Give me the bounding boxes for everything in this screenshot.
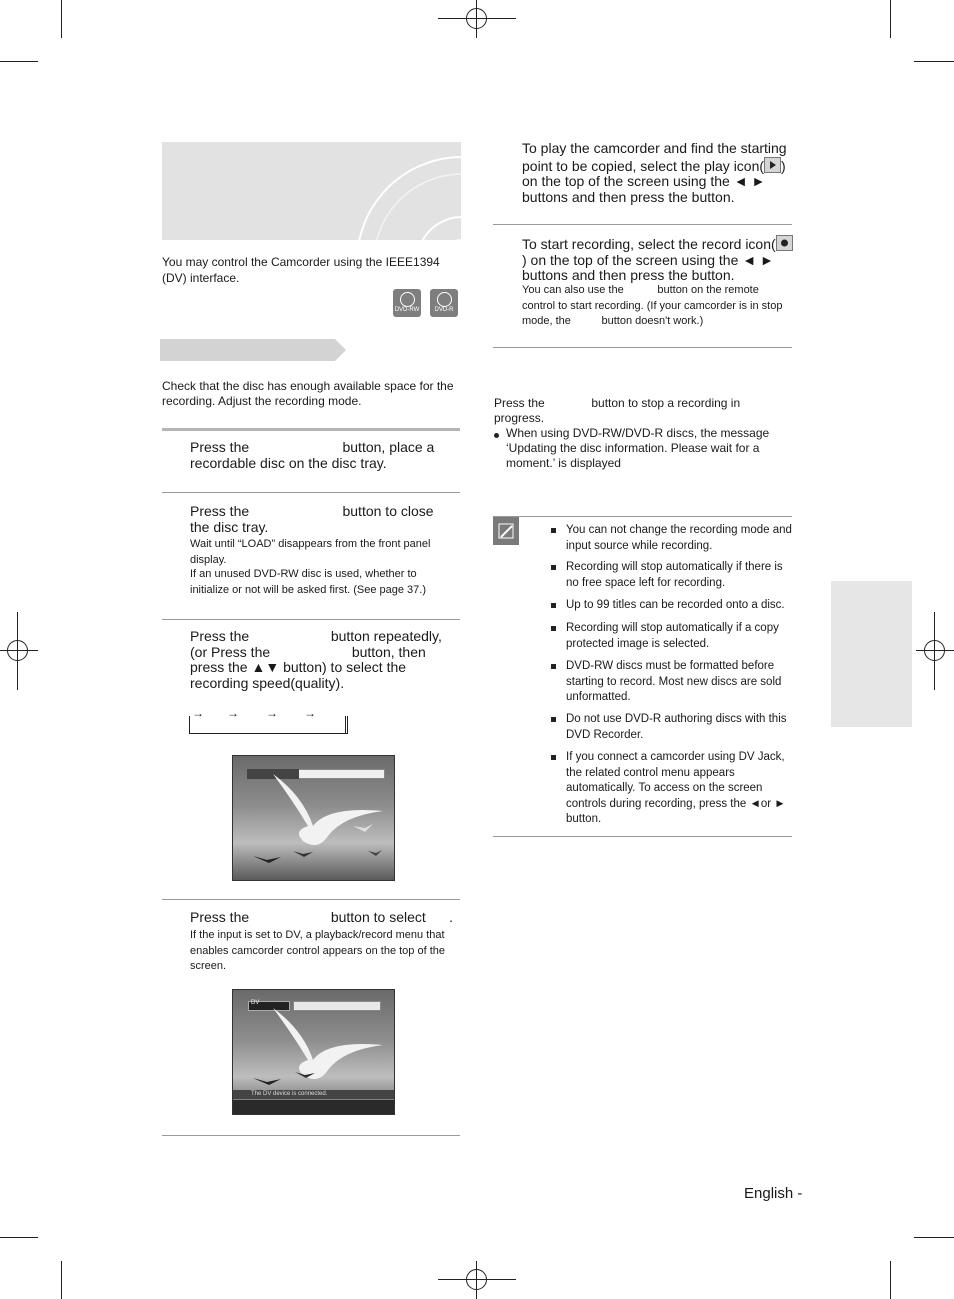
speed-flow-diagram <box>189 706 347 734</box>
step-2-text: Press the button to close the disc tray. <box>190 503 438 535</box>
note-bullet <box>551 664 556 669</box>
flow-arrow: → <box>266 706 278 720</box>
stop-text: Press the button to stop a recording in progress. <box>494 396 744 425</box>
flow-arrow: → <box>227 706 239 720</box>
divider <box>162 428 460 431</box>
tv-screen-dv-control <box>232 989 395 1115</box>
note-pencil-icon <box>493 517 519 545</box>
tv-screen-record-mode <box>232 755 395 881</box>
step-4-text: Press the button to select . <box>190 909 453 925</box>
intro-text: You may control the Camcorder using the IEEE1394 (DV) interface. <box>162 255 440 285</box>
disc-icon <box>437 292 452 307</box>
disc-icon <box>400 292 415 307</box>
step-3-text: Press the button repeatedly, (or Press the button, then press the ▲▼ button) to select the recording speed(quality). <box>190 628 446 691</box>
note-item: You can not change the recording mode and input source while recording. <box>566 524 792 552</box>
header-band <box>162 142 461 240</box>
divider <box>162 1135 460 1136</box>
nav-hint-bar <box>233 1100 394 1114</box>
status-bar <box>233 1090 394 1099</box>
note-bullet <box>551 717 556 722</box>
note-bullet <box>551 565 556 570</box>
step-4-sub: If the input is set to DV, a playback/record menu that enables camcorder control appears on the top of the screen. <box>190 929 445 972</box>
right-step-record-text-a: To start recording, select the record icon( <box>522 236 776 252</box>
step-2-sub1: Wait until “LOAD” disappears from the front panel display. <box>190 538 431 566</box>
right-step-play <box>522 141 788 205</box>
step-1-text: Press the button, place a recordable disc on the disc tray. <box>190 439 439 471</box>
right-step-play-text-a: To play the camcorder and find the starting point to be copied, select the play icon( <box>522 140 787 174</box>
note-item: Do not use DVD-R authoring discs with this DVD Recorder. <box>566 713 787 741</box>
page-footer: English - <box>744 1185 803 1202</box>
side-tab <box>831 581 912 727</box>
stop-bullet-text: When using DVD-RW/DVD-R discs, the message ‘Updating the disc information. Please wait for a moment.’ is displayed <box>506 426 770 470</box>
divider <box>493 516 792 517</box>
note-item: Recording will stop automatically if a copy protected image is selected. <box>566 622 779 650</box>
note-bullet <box>551 755 556 760</box>
right-step-record <box>522 235 794 284</box>
stop-bullet-dot <box>494 433 499 438</box>
divider <box>493 224 792 225</box>
flow-arrow: → <box>192 706 204 720</box>
divider <box>162 492 460 493</box>
note-bullet <box>551 603 556 608</box>
dvd-rw-badge <box>393 289 421 317</box>
note-item: DVD-RW discs must be formatted before starting to record. Most new discs are sold unformatted. <box>566 660 782 703</box>
record-icon <box>776 235 793 251</box>
divider <box>493 347 792 348</box>
right-step-record-sub: You can also use the button on the remote control to start recording. (If your camcorder is in stop mode, the button doesn't work.) <box>522 284 786 327</box>
status-text: The DV device is connected. <box>251 1091 328 1097</box>
divider <box>162 899 460 900</box>
seagull-image <box>233 756 394 880</box>
note-bullet <box>551 528 556 533</box>
right-step-record-text-b: ) on the top of the screen using the ◄ ► buttons and then press the button. <box>522 251 774 283</box>
section-arrow-banner <box>160 339 346 361</box>
divider <box>493 836 792 837</box>
flow-arrow: → <box>304 706 316 720</box>
step-2-sub2: If an unused DVD-RW disc is used, whether to initialize or not will be asked first. (See page 37.) <box>190 568 427 596</box>
note-item: Recording will stop automatically if there is no free space left for recording. <box>566 561 783 589</box>
note-bullet <box>551 626 556 631</box>
play-icon <box>764 157 781 173</box>
divider <box>162 619 460 620</box>
right-step-play-text-b: ) on the top of the screen using the ◄ ► buttons and then press the button. <box>522 157 786 205</box>
dv-label: DV <box>251 1000 260 1006</box>
flow-top-right <box>345 716 346 734</box>
prep-text: Check that the disc has enough available space for the recording. Adjust the recording mode. <box>162 379 454 408</box>
dvd-rw-label: DVD-RW <box>394 307 420 313</box>
note-item: Up to 99 titles can be recorded onto a disc. <box>566 599 785 611</box>
dvd-r-label: DVD-R <box>434 307 454 313</box>
dvd-r-badge <box>430 289 458 317</box>
disc-graphic <box>162 142 461 240</box>
note-item: If you connect a camcorder using DV Jack, the related control menu appears automatically. To access on the screen controls during recording, press the ◄or ► button. <box>566 751 786 825</box>
